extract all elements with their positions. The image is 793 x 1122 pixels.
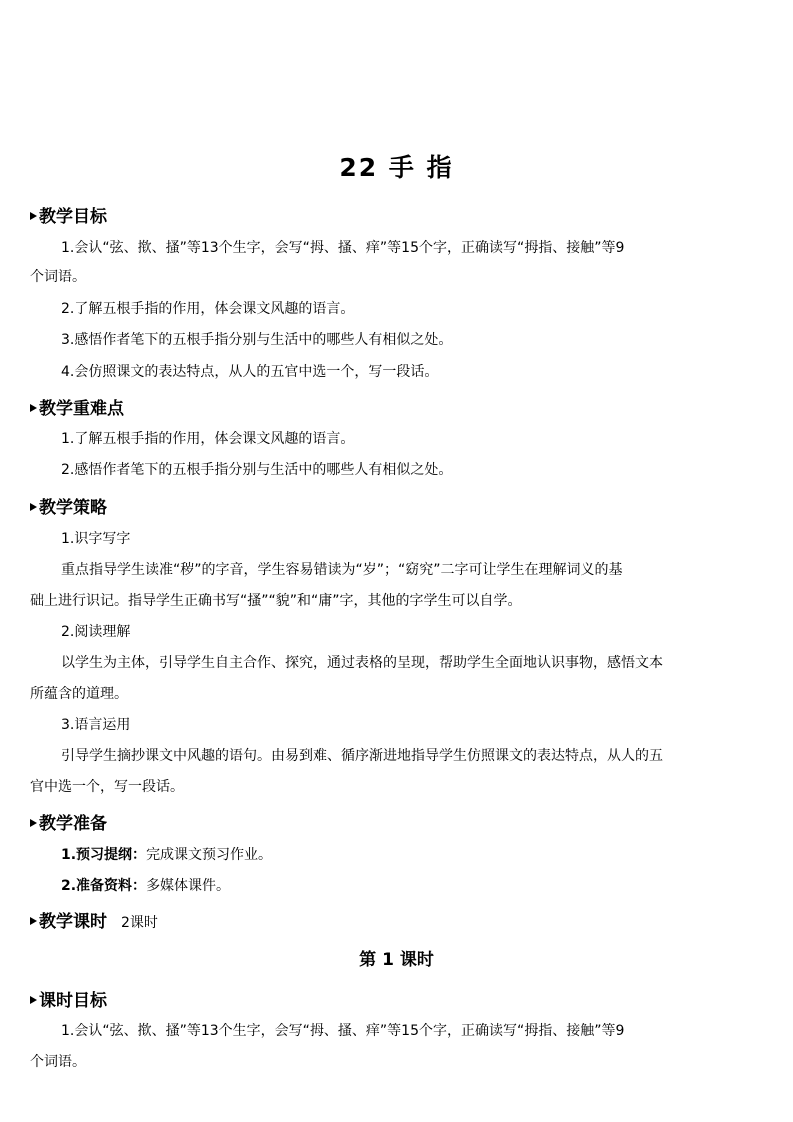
goals-item-4: 4.会仿照课文的表达特点，从人的五官中选一个，写一段话。: [61, 364, 439, 380]
triangle-bullet-icon: [30, 503, 37, 511]
triangle-bullet-icon: [30, 404, 37, 412]
goals-item-1-cont: 个词语。: [30, 269, 86, 285]
lesson-goals-line-1: 1.会认“弦、揿、搔”等13个生字，会写“拇、搔、痒”等15个字，正确读写“拇指、接触”等9: [61, 1023, 625, 1039]
triangle-bullet-icon: [30, 819, 37, 827]
key-points-item-1: 1.了解五根手指的作用，体会课文风趣的语言。: [61, 431, 355, 447]
lesson-goals-line-2: 个词语。: [30, 1054, 86, 1070]
lesson-title: 22 手 指: [339, 153, 454, 182]
key-points-item-2: 2.感悟作者笔下的五根手指分别与生活中的哪些人有相似之处。: [61, 462, 453, 478]
preparation-item-1: [61, 845, 272, 865]
lesson-1-heading: 第 1 课时: [359, 950, 434, 970]
preparation-item-2: [61, 876, 230, 896]
strategy-p3-line-1: 引导学生摘抄课文中风趣的语句。由易到难、循序渐进地指导学生仿照课文的表达特点，从人的五: [61, 748, 663, 764]
section-heading-key-points: 教学重难点: [30, 394, 124, 419]
section-heading-preparation: 教学准备: [30, 809, 107, 834]
strategy-sub-3: 3.语言运用: [61, 717, 131, 733]
section-heading-lesson-goals: 课时目标: [30, 986, 107, 1011]
strategy-p3-line-2: 官中选一个，写一段话。: [30, 779, 184, 795]
strategy-sub-1: 1.识字写字: [61, 531, 131, 547]
triangle-bullet-icon: [30, 996, 37, 1004]
strategy-p1-line-2: 础上进行识记。指导学生正确书写“搔”“貌”和“庸”字，其他的字学生可以自学。: [30, 593, 522, 609]
section-heading-hours: 教学课时 2课时: [30, 907, 158, 932]
goals-item-1: 1.会认“弦、揿、搔”等13个生字，会写“拇、搔、痒”等15个字，正确读写“拇指、接触”等9: [61, 240, 625, 256]
strategy-p1-line-1: 重点指导学生读准“秽”的字音，学生容易错读为“岁”；“窈究”二字可让学生在理解词义的基: [61, 562, 623, 578]
preparation-item-1-label: 1.预习提纲：: [61, 847, 147, 863]
section-heading-goals: 教学目标: [30, 202, 107, 227]
hours-value: 2课时: [121, 915, 158, 931]
preparation-item-2-label: 2.准备资料：: [61, 878, 147, 894]
section-heading-strategy: 教学策略: [30, 493, 107, 518]
strategy-sub-2: 2.阅读理解: [61, 624, 131, 640]
strategy-p2-line-1: 以学生为主体，引导学生自主合作、探究，通过表格的呈现，帮助学生全面地认识事物，感悟文本: [61, 655, 663, 671]
triangle-bullet-icon: [30, 917, 37, 925]
goals-item-2: 2.了解五根手指的作用，体会课文风趣的语言。: [61, 301, 355, 317]
preparation-item-2-text: 多媒体课件。: [146, 878, 231, 894]
goals-item-3: 3.感悟作者笔下的五根手指分别与生活中的哪些人有相似之处。: [61, 332, 453, 348]
triangle-bullet-icon: [30, 212, 37, 220]
preparation-item-1-text: 完成课文预习作业。: [146, 847, 273, 863]
strategy-p2-line-2: 所蕴含的道理。: [30, 686, 128, 702]
